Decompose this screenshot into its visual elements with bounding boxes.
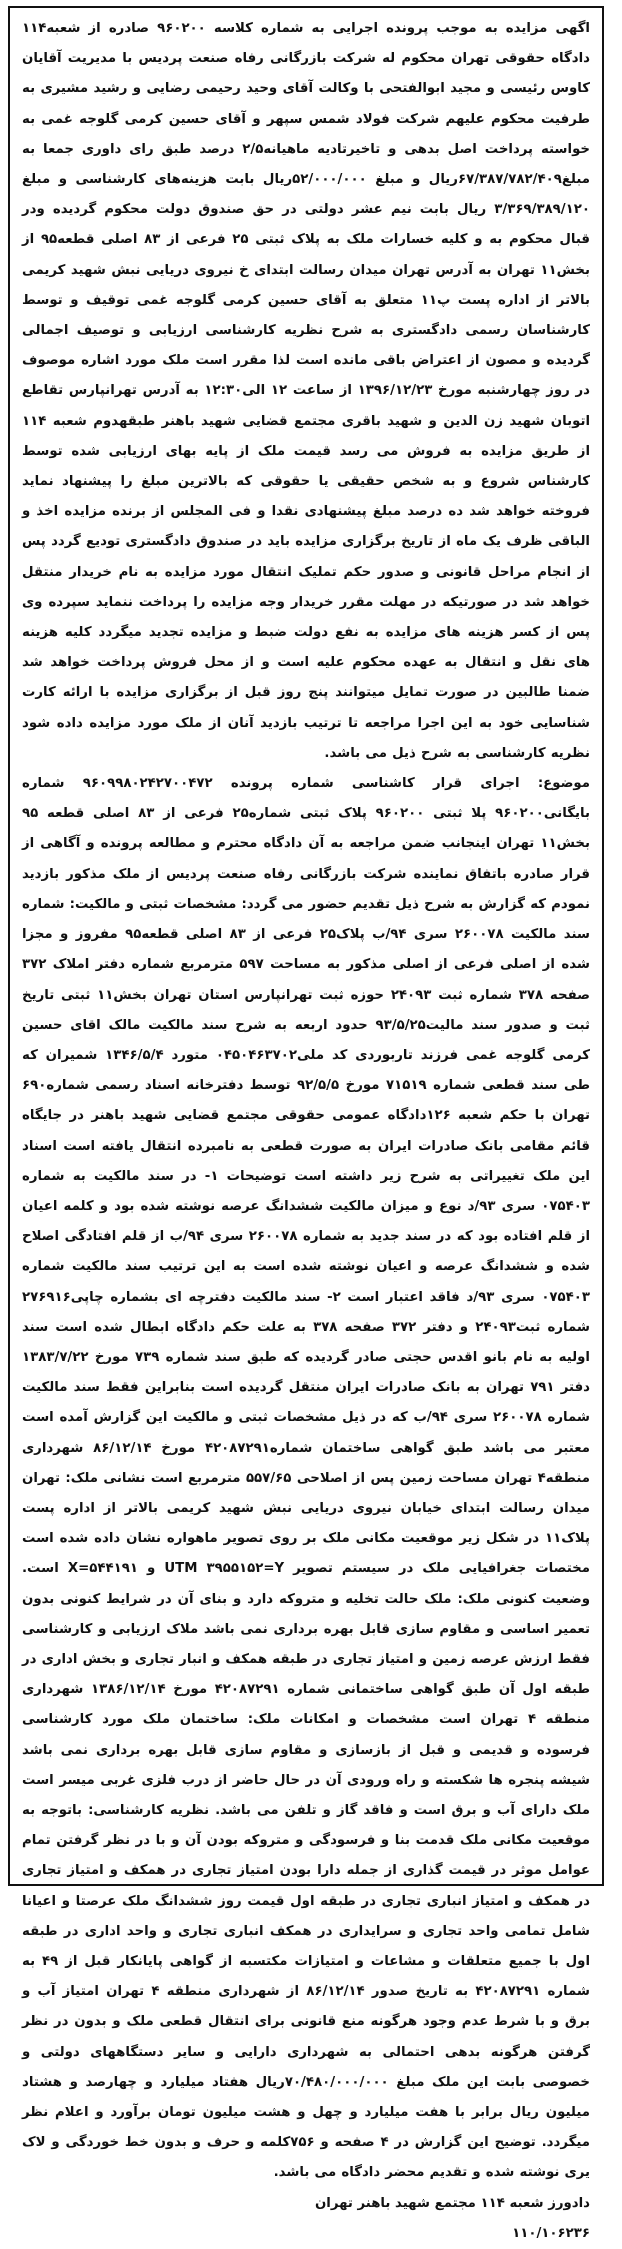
signature-line: دادورز شعبه ۱۱۴ مجتمع شهید باهنر تهران (314, 2195, 590, 2211)
notice-footer (22, 2189, 590, 2219)
notice-paragraph-expert-report (22, 769, 590, 2189)
reference-number: ۱۱۰/۱۰۶۲۳۶ (512, 2225, 590, 2241)
notice-paragraph-main: اگهی مزایده به موجب پرونده اجرایی به شماره کلاسه ۹۶۰۲۰۰ صادره از شعبه۱۱۴ دادگاه حقوقی تهران محکوم له شرکت بازرگانی رفاه صنعت پردیس با مدیریت آقایان کاوس رئیسی و مجید ابوالفتحی با وکالت آقای وحید رحیمی رضایی و رشید مشیری به طرفیت محکوم علیهم شرکت فولاد شمس سپهر و آقای حسین کرمی گلوجه غمی به خواسته پرداخت اصل بدهی و تاخیرتادیه ماهیانه۲/۵ درصد طبق رای داوری جمعا به مبلغ۶۷/۳۸۷/۷۸۲/۴۰۹ریال و مبلغ ۵۲/۰۰۰/۰۰۰ریال بابت هزینه‌های کارشناسی و مبلغ ۳/۳۶۹/۳۸۹/۱۲۰ ریال بابت نیم عشر دولتی در حق صندوق دولت محکوم گردیده ودر قبال محکوم به و کلیه خسارات ملک به پلاک ثبتی ۲۵ فرعی از ۸۳ اصلی قطعه۹۵ از بخش۱۱ تهران به آدرس تهران میدان رسالت ابتدای خ نیروی دریایی نبش شهید کریمی بالاتر از اداره پست پ۱۱ متعلق به آقای حسین کرمی گلوجه غمی توقیف و توسط کارشناسان رسمی دادگستری به شرح نظریه کارشناسی ارزیابی و توصیف اجمالی گردیده و مصون از اعتراض باقی مانده است لذا مقرر است ملک مورد اشاره موصوف در روز چهارشنبه مورخ ۱۳۹۶/۱۲/۲۳ از ساعت ۱۲ الی۱۲:۳۰ به آدرس تهرانپارس تقاطع اتوبان شهید زن الدین و شهید باقری مجتمع قضایی شهید باهنر طبقهدوم شعبه ۱۱۴ از طریق مزایده به فروش می رسد قیمت ملک از پایه بهای ارزیابی شده توسط کارشناس شروع و به شخص حقیقی یا حقوقی که بالاترین مبلغ را پیشنهاد نماید فروخته خواهد شد ده درصد مبلغ پیشنهادی نقدا و فی المجلس از برنده مزایده اخذ و الباقی ظرف یک ماه از تاریخ برگزاری مزایده باید در صندوق دادگستری تودیع گردد پس از انجام مراحل قانونی و صدور حکم تملیک انتقال مورد مزایده به نام خریدار منتقل خواهد شد در صورتیکه در مهلت مقرر خریدار وجه مزایده را پرداخت ننماید سپرده وی پس از کسر هزینه های مزایده به نفع دولت ضبط و مزایده تجدید میگردد کلیه هزینه های نقل و انتقال به عهده محکوم علیه است و از محل فروش پرداخت خواهد شد ضمنا طالبین در صورت تمایل میتوانند پنج روز قبل از برگزاری مزایده با ارائه کارت شناسایی خود به این اجرا مراجعه تا ترتیب بازدید آنان از ملک مورد مزایده داده شود نظریه کارشناسی به شرح ذیل می باشد. (22, 21, 590, 761)
notice-reference (22, 2219, 590, 2249)
expert-report-text: اجرای قرار کاشناسی شماره پرونده ۹۶۰۹۹۸۰۲۴۲۷۰۰۴۷۲ شماره بایگانی۹۶۰۲۰۰ پلا ثبتی ۹۶۰۲۰۰ پلاک ثبتی شماره۲۵ فرعی از ۸۳ اصلی قطعه ۹۵ بخش۱۱ تهران اینجانب ضمن مراجعه به آن دادگاه محترم و مطالعه پرونده و آگاهی از قرار صادره باتفاق نماینده شرکت بازرگانی رفاه صنعت پردیس از ملک مذکور بازدید نمودم که گزارش به شرح ذیل تقدیم حضور می گردد: مشخصات ثبتی و مالکیت: شماره سند مالکیت ۲۶۰۰۷۸ سری ۹۴/ب پلاک۲۵ فرعی از ۸۳ اصلی قطعه۹۵ مفروز و مجزا شده از اصلی فرعی از اصلی مذکور به مساحت ۵۹۷ مترمربع شماره دفتر املاک ۳۷۲ صفحه ۳۷۸ شماره ثبت ۲۴۰۹۳ حوزه ثبت تهرانپارس استان تهران بخش۱۱ ثبتی تاریخ ثبت و صدور سند مالیت۹۳/۵/۲۵ حدود اربعه به شرح سند مالکیت مالک اقای حسین کرمی گلوجه غمی فرزند تاربوردی کد ملی۰۴۵۰۴۶۳۷۰۲ متورد ۱۳۴۶/۵/۴ شمیران که طی سند قطعی شماره ۷۱۵۱۹ مورخ ۹۲/۵/۵ توسط دفترخانه اسناد رسمی شماره۶۹۰ تهران با حکم شعبه ۱۲۶دادگاه عمومی حقوقی مجتمع قضایی شهید باهنر در جایگاه قائم مقامی بانک صادرات ایران به صورت قطعی به نامبرده انتقال یافته است اسناد این ملک تغییراتی به شرح زیر داشته است توضیحات ۱- در سند مالکیت به شماره ۰۷۵۴۰۳ سری ۹۳/د نوع و میزان مالکیت ششدانگ عرصه نوشته شده بود و کلمه اعیان از قلم افتاده بود که در سند جدید به شماره ۲۶۰۰۷۸ سری ۹۴/ب از قلم افتادگی اصلاح شده و ششدانگ عرصه و اعیان نوشته شده است به این ترتیب سند مالکیت شماره ۰۷۵۴۰۳ سری ۹۳/د فاقد اعتبار است ۲- سند مالکیت دفترچه ای بشماره چاپی۲۷۶۹۱۶ شماره ثبت۲۴۰۹۳ و دفتر ۳۷۲ صفحه ۳۷۸ به علت حکم دادگاه ابطال شده است سند اولیه به نام بانو اقدس حجتی صادر گردیده که طبق سند شماره ۷۳۹ مورخ ۱۳۸۳/۷/۲۲ دفتر ۷۹۱ تهران به بانک صادرات ایران منتقل گردیده است بنابراین فقط سند مالکیت شماره ۲۶۰۰۷۸ سری ۹۴/ب که در ذیل مشخصات ثبتی و مالکیت این گزارش آمده است معتبر می باشد طبق گواهی ساختمان شماره۴۲۰۸۷۲۹۱ مورخ ۸۶/۱۲/۱۴ شهرداری منطقه۴ تهران مساحت زمین پس از اصلاحی ۵۵۷/۶۵ مترمربع است نشانی ملک: تهران میدان رسالت ابتدای خیابان نیروی دریایی نبش شهید کریمی بالاتر از اداره پست پلاک۱۱ در شکل زیر موقعیت مکانی ملک بر روی تصویر ماهواره نشان داده شده است مختصات جغرافیایی ملک در سیستم تصویر UTM ۳۹۵۵۱۵۲=Y و ۵۴۴۱۹۱=X است. وضعیت کنونی ملک: ملک حالت تخلیه و متروکه دارد و بنای آن در شرایط کنونی بدون تعمیر اساسی و مقاوم سازی قابل بهره برداری نمی باشد ملاک ارزیابی و کارشناسی فقط ارزش عرصه زمین و امتیاز تجاری در طبقه همکف و انبار تجاری و بخش اداری در طبقه اول آن طبق گواهی ساختمانی شماره ۴۲۰۸۷۲۹۱ مورخ ۱۳۸۶/۱۲/۱۴ شهرداری منطقه ۴ تهران است مشخصات و امکانات ملک: ساختمان ملک مورد کارشناسی فرسوده و قدیمی و قبل از بازسازی و مقاوم سازی قابل بهره برداری نمی باشد شیشه پنجره ها شکسته و راه ورودی آن در حال حاضر از درب فلزی غربی میسر است ملک دارای آب و برق است و فاقد گاز و تلفن می باشد. نظریه کارشناسی: باتوجه به موقعیت مکانی ملک قدمت بنا و فرسودگی و متروکه بودن آن و با در نظر گرفتن تمام عوامل موثر در قیمت گذاری از جمله دارا بودن امتیاز تجاری در همکف و امتیاز تجاری در همکف و امتیاز انباری تجاری در طبقه اول قیمت روز ششدانگ ملک عرصتا و اعیانا شامل تمامی واحد تجاری و سرایداری در همکف انباری تجاری و واحد اداری در طبقه اول با جمیع متعلقات و مشاعات و امتیازات مکتسبه از گواهی پایانکار قبل از ۴۹ به شماره ۴۲۰۸۷۲۹۱ به تاریخ صدور ۸۶/۱۲/۱۴ از شهرداری منطقه ۴ تهران امتیاز آب و برق و با شرط عدم وجود هرگونه منع قانونی برای انتقال قطعی ملک و بدون در نظر گرفتن هرگونه بدهی احتمالی به شهرداری دارایی و سایر دستگاههای دولتی و خصوصی بابت این ملک مبلغ ۷۰/۴۸۰/۰۰۰/۰۰۰ریال هفتاد میلیارد و چهارصد و هشتاد میلیون ریال برابر با هفت میلیارد و چهل و هشت میلیون تومان برآورد و اعلام نظر میگردد. توضیح این گزارش در ۴ صفحه و ۷۵۶کلمه و حرف و بدون خط خوردگی و لاک یری نوشته شده و تقدیم محضر دادگاه می باشد. (22, 776, 591, 2181)
subject-label: موضوع: (537, 776, 590, 792)
auction-notice (8, 6, 604, 2241)
